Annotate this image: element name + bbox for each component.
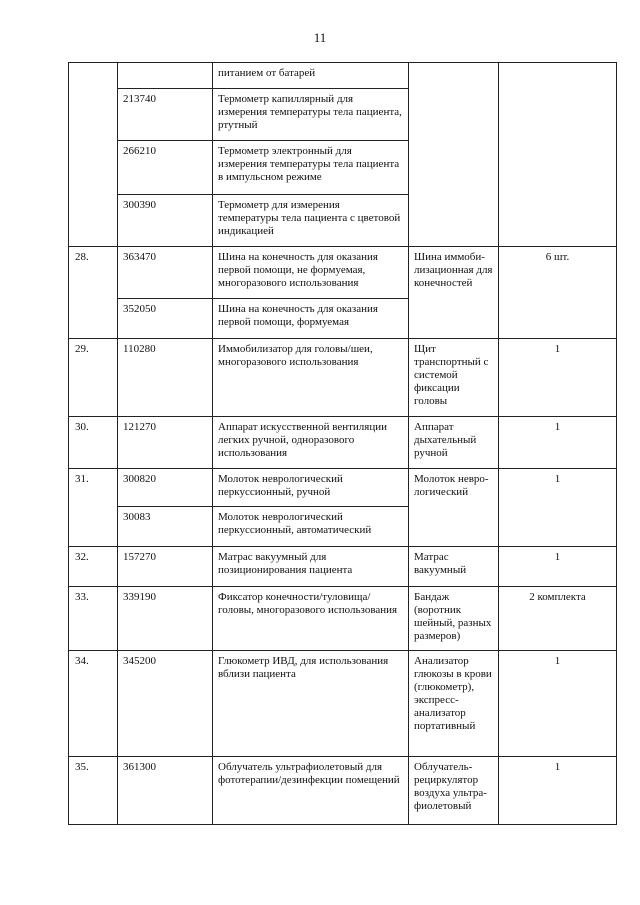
code-cell: 157270 [118,547,213,587]
table-row [69,247,617,299]
row-number-cell: 34. [69,651,118,757]
table-row [69,469,617,507]
table-row [69,547,617,587]
name-cell: Облучатель ультрафиолетовый для фототерапии/дезинфекции помещений [213,757,409,825]
quantity-cell: 1 [499,757,617,825]
device-cell: Бандаж (воротник шейный, разных размеров) [409,587,499,651]
code-cell: 110280 [118,339,213,417]
table-row [69,63,617,89]
table-row [69,339,617,417]
name-cell: Иммобилизатор для головы/шеи, многоразового использования [213,339,409,417]
quantity-cell: 1 [499,417,617,469]
page-number: 11 [313,30,327,45]
table-row [69,651,617,757]
name-cell: питанием от батарей [213,63,409,89]
quantity-cell: 1 [499,547,617,587]
name-cell: Матрас вакуумный для позиционирования пациента [213,547,409,587]
quantity-cell: 1 [499,469,617,547]
code-cell: 361300 [118,757,213,825]
row-number-cell: 31. [69,469,118,547]
row-number-cell: 35. [69,757,118,825]
row-number-cell: 28. [69,247,118,339]
device-cell: Облучатель-рециркулятор воздуха ультра-фиолетовый [409,757,499,825]
code-cell: 345200 [118,651,213,757]
row-number-cell [69,63,118,247]
code-cell [118,63,213,89]
name-cell: Термометр капиллярный для измерения температуры тела пациента, ртутный [213,89,409,141]
device-cell: Анализатор глюкозы в крови (глюкометр), экспресс-анализатор портативный [409,651,499,757]
equipment-table [68,62,617,825]
device-cell [409,63,499,247]
code-cell: 30083 [118,507,213,547]
quantity-cell: 1 [499,651,617,757]
code-cell: 352050 [118,299,213,339]
code-cell: 300390 [118,195,213,247]
name-cell: Молоток неврологический перкуссионный, ручной [213,469,409,507]
device-cell: Аппарат дыхательный ручной [409,417,499,469]
device-cell: Молоток невро-логический [409,469,499,547]
code-cell: 266210 [118,141,213,195]
name-cell: Шина на конечность для оказания первой помощи, формуемая [213,299,409,339]
quantity-cell: 2 комплекта [499,587,617,651]
row-number-cell: 29. [69,339,118,417]
row-number-cell: 33. [69,587,118,651]
code-cell: 213740 [118,89,213,141]
row-number-cell: 30. [69,417,118,469]
name-cell: Шина на конечность для оказания первой помощи, не формуемая, многоразового использования [213,247,409,299]
table-row [69,757,617,825]
name-cell: Аппарат искусственной вентиляции легких ручной, одноразового использования [213,417,409,469]
table-row [69,587,617,651]
quantity-cell: 6 шт. [499,247,617,339]
device-cell: Матрас вакуумный [409,547,499,587]
name-cell: Молоток неврологический перкуссионный, автоматический [213,507,409,547]
row-number-cell: 32. [69,547,118,587]
name-cell: Термометр для измерения температуры тела пациента с цветовой индикацией [213,195,409,247]
code-cell: 121270 [118,417,213,469]
code-cell: 339190 [118,587,213,651]
device-cell: Щит транспортный с системой фиксации головы [409,339,499,417]
quantity-cell: 1 [499,339,617,417]
name-cell: Глюкометр ИВД, для использования вблизи пациента [213,651,409,757]
code-cell: 363470 [118,247,213,299]
device-cell: Шина иммоби-лизационная для конечностей [409,247,499,339]
name-cell: Термометр электронный для измерения температуры тела пациента в импульсном режиме [213,141,409,195]
code-cell: 300820 [118,469,213,507]
name-cell: Фиксатор конечности/туловища/головы, многоразового использования [213,587,409,651]
table-row [69,417,617,469]
quantity-cell [499,63,617,247]
